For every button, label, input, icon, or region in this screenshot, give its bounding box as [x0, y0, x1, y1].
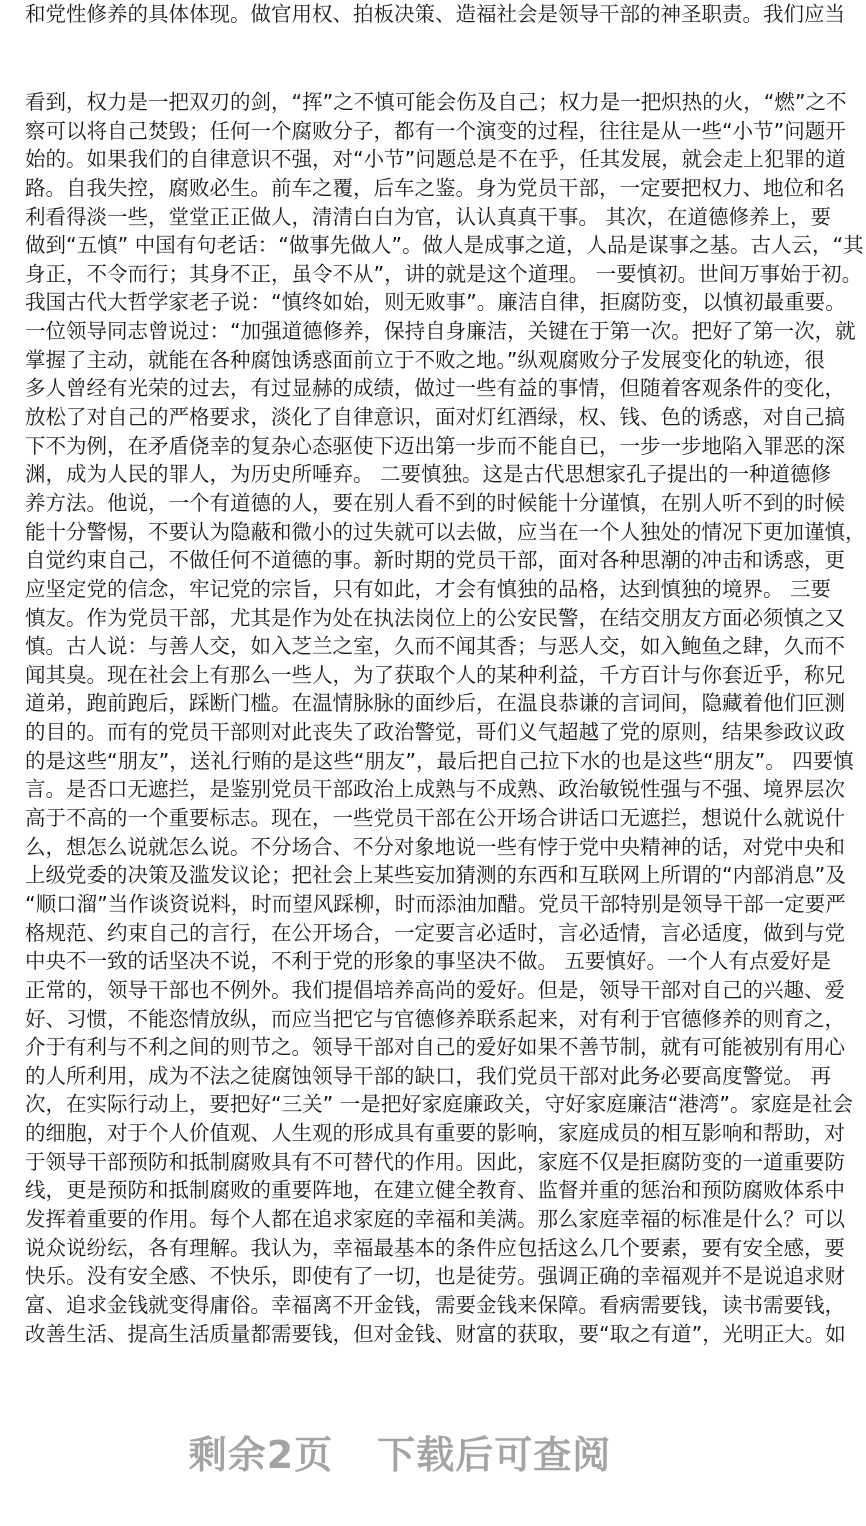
- document-top-fragment: [25, 0, 845, 29]
- text-line: 路。自我失控，腐败必生。前车之覆，后车之鉴。身为党员干部，一定要把权力、地位和名: [25, 175, 845, 200]
- text-line: 自觉约束自己，不做任何不道德的事。新时期的党员干部，面对各种思潮的冲击和诱惑，更: [25, 548, 845, 573]
- text-line: 道弟，跑前跑后，踩断门槛。在温情脉脉的面纱后，在温良恭谦的言词间，隐藏着他们叵测: [25, 691, 845, 716]
- download-hint-text: 下载后可查阅: [377, 1433, 612, 1477]
- text-line: 发挥着重要的作用。每个人都在追求家庭的幸福和美满。那么家庭幸福的标准是什么？可以: [25, 1206, 845, 1231]
- remaining-pages-text: 剩余2页: [188, 1433, 334, 1477]
- text-line: “顺口溜”当作谈资说料，时而望风踩柳，时而添油加醋。党员干部特别是领导干部一定要严: [25, 891, 846, 916]
- text-line: 好、习惯，不能恣情放纵，而应当把它与官德修养联系起来，对有利于官德修养的则育之，: [25, 1006, 845, 1031]
- text-line: 一位领导同志曾说过：“加强道德修养，保持自身廉洁，关键在于第一次。把好了第一次，就: [25, 319, 856, 344]
- text-line: 言。是否口无遮拦，是鉴别党员干部政治上成熟与不成熟、政治敏锐性强与不强、境界层次: [25, 777, 845, 802]
- text-line: 慎友。作为党员干部，尤其是作为处在执法岗位上的公安民警，在结交朋友方面必须慎之又: [25, 605, 845, 630]
- text-line: 掌握了主动，就能在各种腐蚀诱惑面前立于不败之地。”纵观腐败分子发展变化的轨迹，很: [25, 347, 825, 372]
- text-line: 放松了对自己的严格要求，淡化了自律意识，面对灯红酒绿，权、钱、色的诱惑，对自己搞: [25, 405, 845, 430]
- text-line: 中央不一致的话坚决不说，不利于党的形象的事坚决不做。 五要慎好。一个人有点爱好是: [25, 949, 832, 974]
- text-line: 利看得淡一些，堂堂正正做人，清清白白为官，认认真真干事。 其次，在道德修养上，要: [25, 204, 832, 229]
- text-line: 的目的。而有的党员干部则对此丧失了政治警觉，哥们义气超越了党的原则，结果参政议政: [25, 720, 845, 745]
- text-line: 下不为例，在矛盾侥幸的复杂心态驱使下迈出第一步而不能自已，一步一步地陷入罪恶的深: [25, 433, 845, 458]
- text-line: 身正，不令而行；其身不正，虽令不从”，讲的就是这个道理。 一要慎初。世间万事始于初。: [25, 261, 863, 286]
- text-line: 能十分警惕，不要认为隐蔽和微小的过失就可以去做，应当在一个人独处的情况下更加谨慎，: [25, 519, 866, 544]
- text-line: 做到“五慎” 中国有句老话：“做事先做人”。做人是成事之道，人品是谋事之基。古人云，“其: [25, 233, 864, 258]
- document-body: [25, 88, 866, 1348]
- text-line: 多人曾经有光荣的过去，有过显赫的成绩，做过一些有益的事情，但随着客观条件的变化，: [25, 376, 845, 401]
- text-line: 看到，权力是一把双刃的剑，“挥”之不慎可能会伤及自己；权力是一把炽热的火，“燃”之不: [25, 90, 847, 114]
- text-line: 渊，成为人民的罪人，为历史所唾弃。 二要慎独。这是古代思想家孔子提出的一种道德修: [25, 462, 832, 487]
- text-line: 的细胞，对于个人价值观、人生观的形成具有重要的影响，家庭成员的相互影响和帮助，对: [25, 1121, 845, 1146]
- text-line: 快乐。没有安全感、不快乐，即使有了一切，也是徒劳。强调正确的幸福观并不是说追求财: [25, 1264, 845, 1289]
- text-line: 次，在实际行动上，要把好“三关” 一是把好家庭廉政关，守好家庭廉洁“港湾”。家庭是社会: [25, 1092, 853, 1117]
- text-line: 察可以将自己焚毁；任何一个腐败分子，都有一个演变的过程，往往是从一些“小节”问题开: [25, 118, 846, 143]
- text-line: 富、追求金钱就变得庸俗。幸福离不开金钱，需要金钱来保障。看病需要钱，读书需要钱，: [25, 1292, 845, 1317]
- text-line: 上级党委的决策及滥发议论；把社会上某些妄加猜测的东西和互联网上所谓的“内部消息”及: [25, 863, 846, 888]
- text-line: 高于不高的一个重要标志。现在，一些党员干部在公开场合讲话口无遮拦，想说什么就说什: [25, 806, 845, 831]
- download-prompt[interactable]: [0, 1424, 800, 1479]
- text-line: 介于有利与不利之间的则节之。领导干部对自己的爱好如果不善节制，就有可能被别有用心: [25, 1035, 845, 1060]
- text-line: 始的。如果我们的自律意识不强，对“小节”问题总是不在乎，任其发展，就会走上犯罪的道: [25, 147, 846, 172]
- text-line: 改善生活、提高生活质量都需要钱，但对金钱、财富的获取，要“取之有道”，光明正大。如: [25, 1321, 846, 1346]
- text-line: 的人所利用，成为不法之徒腐蚀领导干部的缺口，我们党员干部对此务必要高度警觉。 再: [25, 1063, 832, 1088]
- text-line: 闻其臭。现在社会上有那么一些人，为了获取个人的某种利益，千方百计与你套近乎，称兄: [25, 662, 845, 687]
- text-line: 我国古代大哲学家老子说：“慎终如始，则无败事”。廉洁自律，拒腐防变，以慎初最重要。: [25, 290, 846, 315]
- text-line: 慎。古人说：与善人交，如入芝兰之室，久而不闻其香；与恶人交，如入鲍鱼之肆，久而不: [25, 634, 845, 659]
- text-line: 养方法。他说，一个有道德的人，要在别人看不到的时候能十分谨慎，在别人听不到的时候: [25, 490, 845, 515]
- text-line: 么，想怎么说就怎么说。不分场合、不分对象地说一些有悖于党中央精神的话，对党中央和: [25, 834, 845, 859]
- text-line: 应坚定党的信念，牢记党的宗旨，只有如此，才会有慎独的品格，达到慎独的境界。 三要: [25, 576, 832, 601]
- text-line: 线，更是预防和抵制腐败的重要阵地，在建立健全教育、监督并重的惩治和预防腐败体系中: [25, 1178, 845, 1203]
- text-line: 于领导干部预防和抵制腐败具有不可替代的作用。因此，家庭不仅是拒腐防变的一道重要防: [25, 1149, 845, 1174]
- text-line: 格规范、约束自己的言行，在公开场合，一定要言必适时，言必适情，言必适度，做到与党: [25, 920, 845, 945]
- text-line: 的是这些“朋友”，送礼行贿的是这些“朋友”，最后把自己拉下水的也是这些“朋友”。 四要慎: [25, 748, 854, 773]
- text-line: 正常的，领导干部也不例外。我们提倡培养高尚的爱好。但是，领导干部对自己的兴趣、爱: [25, 977, 845, 1002]
- text-line: 说众说纷纭，各有理解。我认为，幸福最基本的条件应包括这么几个要素，要有安全感，要: [25, 1235, 845, 1260]
- text-line: 和党性修养的具体体现。做官用权、拍板决策、造福社会是领导干部的神圣职责。我们应当: [25, 2, 845, 26]
